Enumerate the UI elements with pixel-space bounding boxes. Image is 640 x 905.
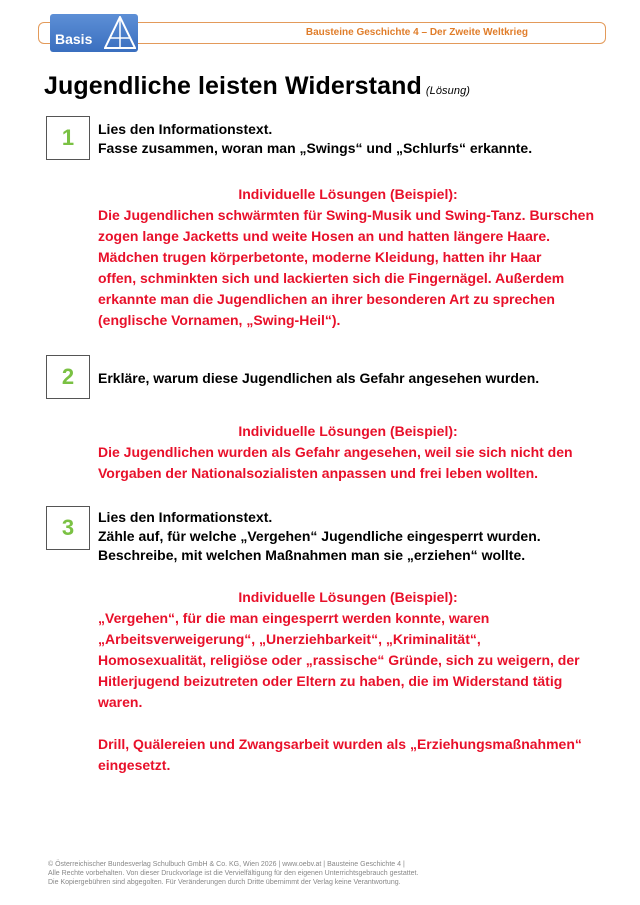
- page-title-main: Jugendliche leisten Widerstand: [44, 72, 422, 100]
- task-1-line: Lies den Informationstext.: [98, 121, 273, 137]
- task-3-line: Beschreibe, mit welchen Maßnahmen man sie „erziehen“ wollte.: [98, 547, 526, 563]
- answer-line: Die Jugendlichen schwärmten für Swing-Musik und Swing-Tanz. Burschen: [98, 207, 595, 223]
- footer-line: Alle Rechte vorbehalten. Von dieser Druckvorlage ist die Vervielfältigung für den eigenen Unterrichtsgebrauch gestattet.: [48, 870, 419, 877]
- answer-line: erkannte man die Jugendlichen an ihrer besonderen Art zu sprechen: [98, 291, 555, 307]
- answer-line: „Arbeitsverweigerung“, „Unerziehbarkeit“, „Kriminalität“,: [98, 631, 481, 647]
- answer-heading: Individuelle Lösungen (Beispiel):: [238, 186, 458, 202]
- task-2-line: Erkläre, warum diese Jugendlichen als Gefahr angesehen wurden.: [98, 370, 540, 386]
- task-1-answer: [98, 184, 598, 331]
- answer-line: zogen lange Jacketts und weite Hosen an und hatten längere Haare.: [98, 228, 550, 244]
- page-title: [44, 72, 470, 101]
- series-title: Bausteine Geschichte 4 – Der Zweite Weltkrieg: [305, 27, 528, 38]
- answer-line: [98, 713, 598, 734]
- footer-line: Die Kopiergebühren sind abgegolten. Für Veränderungen durch Dritte übernimmt der Verlag keine Verantwortung.: [48, 879, 401, 886]
- task-number-1: 1: [46, 116, 90, 160]
- task-number-2: 2: [46, 355, 90, 399]
- answer-line: Hitlerjugend beizutreten oder Eltern zu haben, die im Widerstand tätig: [98, 673, 563, 689]
- answer-line: Mädchen trugen körperbetonte, moderne Kleidung, hatten ihr Haar: [98, 249, 542, 265]
- footer-copyright: [48, 860, 418, 887]
- answer-heading: Individuelle Lösungen (Beispiel):: [238, 423, 458, 439]
- answer-line: eingesetzt.: [98, 757, 171, 773]
- task-1-line: Fasse zusammen, woran man „Swings“ und „Schlurfs“ erkannte.: [98, 140, 533, 156]
- task-3-instructions: [98, 508, 541, 565]
- answer-line: (englische Vornamen, „Swing-Heil“).: [98, 312, 341, 328]
- task-3-line: Lies den Informationstext.: [98, 509, 273, 525]
- task-1-instructions: [98, 120, 532, 158]
- task-number-3: 3: [46, 506, 90, 550]
- task-2-instructions: [98, 369, 539, 388]
- answer-line: Die Jugendlichen wurden als Gefahr angesehen, weil sie sich nicht den: [98, 444, 573, 460]
- answer-line: waren.: [98, 694, 143, 710]
- answer-line: Vorgaben der Nationalsozialisten anpassen und frei leben wollten.: [98, 465, 539, 481]
- footer-line: © Österreichischer Bundesverlag Schulbuch GmbH & Co. KG, Wien 2026 | www.oebv.at | Bausteine Geschichte 4 |: [48, 861, 405, 868]
- answer-line: „Vergehen“, für die man eingesperrt werden konnte, waren: [98, 610, 490, 626]
- task-2-answer: [98, 421, 598, 484]
- logo-label: Basis: [55, 31, 93, 47]
- answer-heading: Individuelle Lösungen (Beispiel):: [238, 589, 458, 605]
- triangle-logo-icon: [104, 16, 136, 50]
- task-3-answer: [98, 587, 598, 776]
- answer-line: Drill, Quälereien und Zwangsarbeit wurden als „Erziehungsmaßnahmen“: [98, 736, 582, 752]
- task-3-line: Zähle auf, für welche „Vergehen“ Jugendliche eingesperrt wurden.: [98, 528, 541, 544]
- answer-line: offen, schminkten sich und lackierten sich die Fingernägel. Außerdem: [98, 270, 565, 286]
- page-title-sub: (Lösung): [425, 85, 471, 97]
- answer-line: Homosexualität, religiöse oder „rassische“ Gründe, sich zu weigern, der: [98, 652, 580, 668]
- basis-logo: [50, 14, 138, 52]
